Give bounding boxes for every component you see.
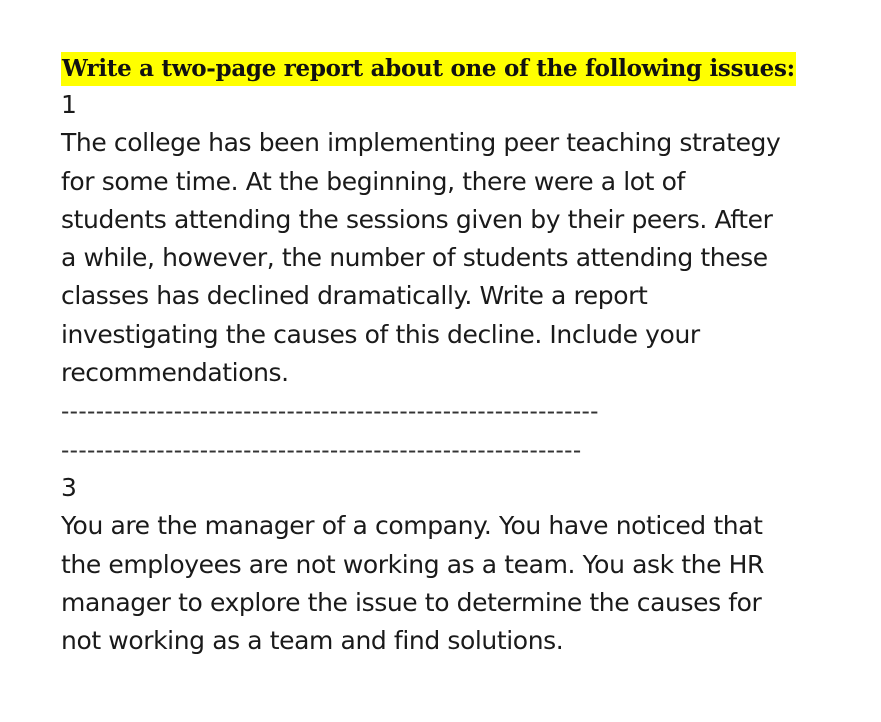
- issue-3: [61, 469, 851, 660]
- document-page: [61, 52, 851, 660]
- issue-1-line: recommendations.: [61, 358, 289, 388]
- issue-1-line: a while, however, the number of students attending these: [61, 243, 768, 273]
- dashed-separator-line: ------------------------------------------------------------: [61, 435, 582, 464]
- issue-1-line: for some time. At the beginning, there were a lot of: [61, 166, 685, 196]
- issue-1-number: 1: [61, 90, 77, 119]
- issue-1-line: students attending the sessions given by their peers. After: [61, 204, 773, 234]
- assignment-heading: [61, 52, 851, 86]
- dashed-separator-line: --------------------------------------------------------------: [61, 397, 599, 426]
- issue-1-line: investigating the causes of this decline. Include your: [61, 319, 700, 349]
- issue-3-line: manager to explore the issue to determine the causes for: [61, 587, 762, 617]
- issue-3-line: not working as a team and find solutions.: [61, 626, 564, 656]
- issue-1: [61, 86, 851, 392]
- issue-3-number: 3: [61, 472, 77, 502]
- issue-1-line: classes has declined dramatically. Write a report: [61, 281, 648, 311]
- issue-3-line: You are the manager of a company. You have noticed that: [61, 511, 763, 541]
- issue-1-line: The college has been implementing peer teaching strategy: [61, 128, 781, 158]
- separator: [61, 392, 851, 469]
- highlighted-heading: Write a two-page report about one of the following issues:: [61, 52, 796, 86]
- issue-3-line: the employees are not working as a team. You ask the HR: [61, 549, 764, 579]
